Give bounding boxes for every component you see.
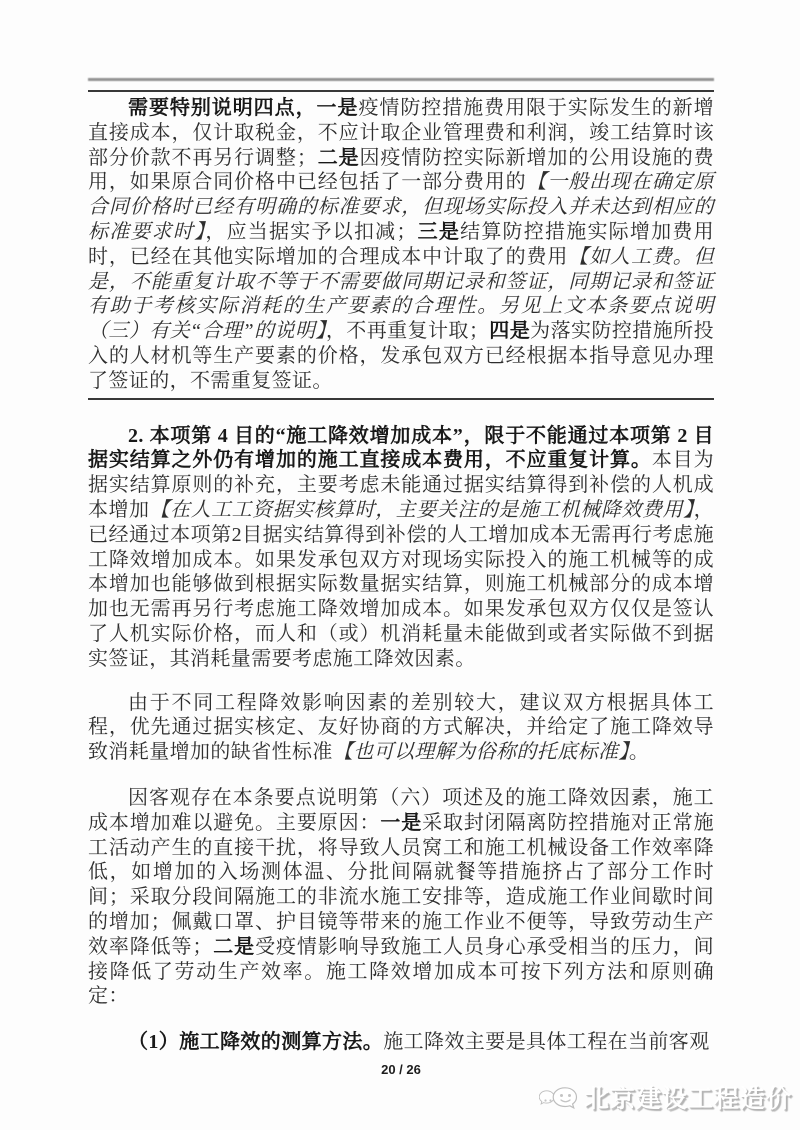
text-segment: 因客观存在本条要点说明第（六）项述及的施工降效因素，施工成本增加难以避免。主要原因： xyxy=(88,786,714,834)
paragraph-item-2 xyxy=(88,424,714,672)
text-segment: 【如人工费。但是，不能重复计取不等于不需要做同期记录和签证，同期记录和签证有助于考核实际消耗的生产要素的合理性。另见上文本条要点说明（三）有关“合理”的说明】 xyxy=(88,245,714,343)
text-segment: 施工降效主要是具体工程在当前客观 xyxy=(383,1031,710,1054)
text-segment: 【在人工工资据实核算时，主要关注的是施工机械降效费用】 xyxy=(149,498,694,521)
text-segment: 【也可以理解为俗称的托底标准】 xyxy=(332,741,629,764)
document-content xyxy=(88,78,714,1077)
text-segment: （1）施工降效的测算方法。 xyxy=(128,1031,384,1054)
text-segment: 二是 xyxy=(317,146,360,169)
text-segment: 四是 xyxy=(489,320,531,343)
wechat-icon xyxy=(539,1080,579,1114)
text-segment: 【一般出现在确定原合同价格时已经有明确的标准要求，但现场实际投入并未达到相应的标准要求时】 xyxy=(88,171,714,243)
text-segment: 结算防控措施实际增加费用时，已经在其他实际增加的合理成本中计取了的费用 xyxy=(88,220,714,268)
text-segment: 因疫情防控实际新增加的公用设施的费用，如果原合同价格中已经包括了一部分费用的 xyxy=(88,146,714,194)
note-quote-block xyxy=(88,78,714,400)
watermark xyxy=(539,1079,792,1115)
paragraph-special-notes xyxy=(88,96,714,394)
divider-bottom xyxy=(88,398,714,400)
text-segment: 疫情防控措施费用限于实际发生的新增直接成本，仅计取税金，不应计取企业管理费和利润，竣工结算时该部分价款不再另行调整； xyxy=(88,97,714,169)
paragraph-reasons xyxy=(88,786,714,1009)
text-segment: 由于不同工程降效影响因素的差别较大，建议双方根据具体工程，优先通过据实核定、友好协商的方式解决，并给定了施工降效导致消耗量增加的缺省性标准 xyxy=(88,691,714,764)
text-segment: 本目为据实结算原则的补充，主要考虑未能通过据实结算得到补偿的人机成本增加 xyxy=(88,449,714,521)
page-number: 20 / 26 xyxy=(381,1061,421,1077)
divider-top-thick xyxy=(88,78,714,81)
text-segment: 一是 xyxy=(316,97,359,119)
text-segment: 2. 本项第 4 目的“施工降效增加成本”，限于不能通过本项第 2 目据实结算之外仍有增加的施工直接成本费用，不应重复计算。 xyxy=(88,424,714,472)
text-segment: 。 xyxy=(628,741,650,764)
text-segment: 二是 xyxy=(212,935,256,958)
divider-top-thin xyxy=(88,90,714,92)
text-segment: 受疫情影响导致施工人员身心承受相当的压力，间接降低了劳动生产效率。施工降效增加成本可按下列方法和原则确定： xyxy=(88,935,714,1008)
text-segment: 为落实防控措施所投入的人材机等生产要素的价格，发承包双方已经根据本指导意见办理了签证的，不需重复签证。 xyxy=(88,320,714,392)
text-segment: 三是 xyxy=(416,220,461,243)
text-segment: 需要特别说明四点， xyxy=(128,97,317,119)
text-segment: ，应当据实予以扣减； xyxy=(205,220,417,243)
text-segment: 采取封闭隔离防控措施对正常施工活动产生的直接干扰，将导致人员窝工和施工机械设备工作效率降低，如增加的入场测体温、分批间隔就餐等措施挤占了部分工作时间；采取分段间隔施工的非流水施工安排等，造成施工作业间歇时间的增加；佩戴口罩、护目镜等带来的施工作业不便等，导致劳动生产效率降低等； xyxy=(88,811,714,958)
paragraph-method-1 xyxy=(88,1030,714,1055)
paragraph-negotiation xyxy=(88,691,714,765)
text-segment: ，已经通过本项第2目据实结算得到补偿的人工增加成本无需再行考虑施工降效增加成本。如果发承包双方对现场实际投入的施工机械等的成本增加也能够做到根据实际数量据实结算，则施工机械部分的成本增加也无需再另行考虑施工降效增加成本。如果发承包双方仅仅是签认了人机实际价格，而人和（或）机消耗量未能做到或者实际做不到据实签证，其消耗量需要考虑施工降效因素。 xyxy=(88,498,714,670)
watermark-text: 北京建设工程造价 xyxy=(583,1085,792,1113)
text-segment: ，不再重复计取； xyxy=(325,320,490,343)
text-segment: 一是 xyxy=(380,811,423,834)
